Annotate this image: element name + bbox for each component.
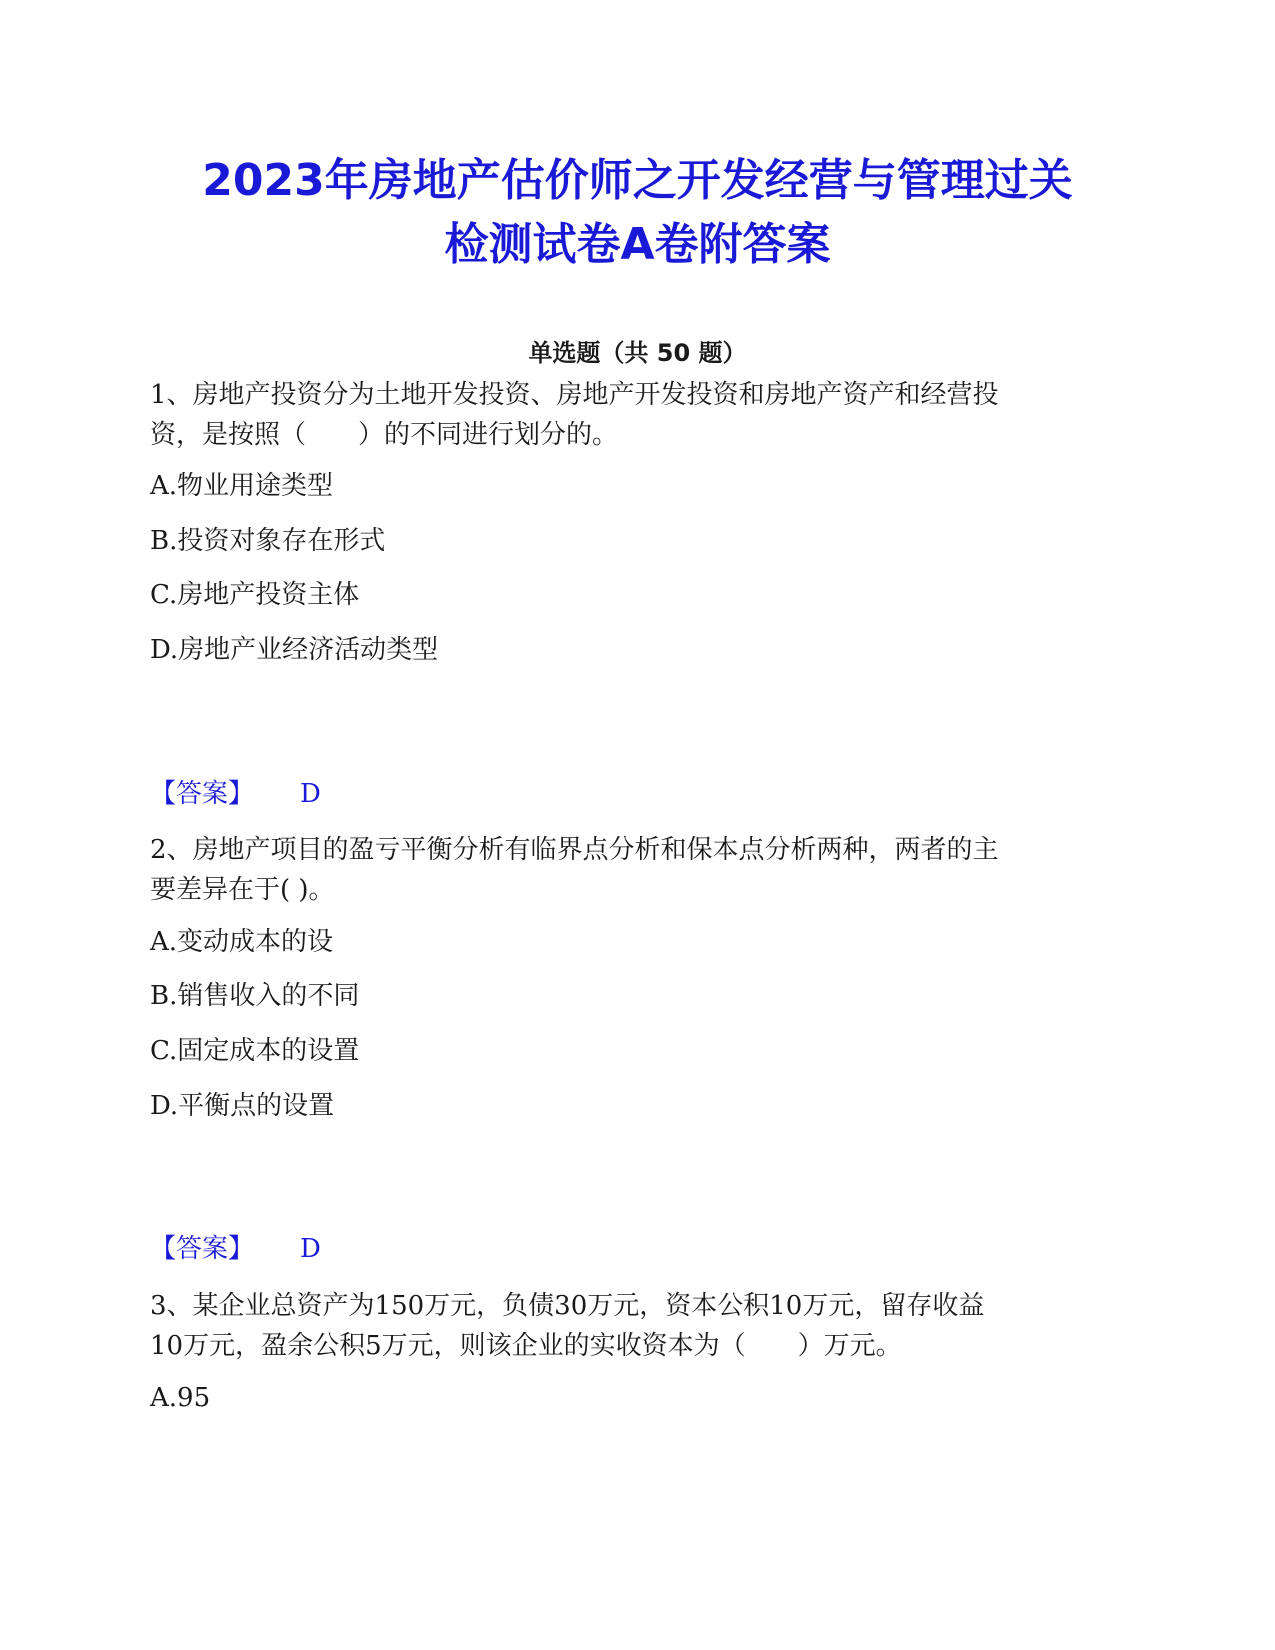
question-2-stem (150, 830, 1110, 910)
question-1-answer (150, 776, 321, 812)
question-3-stem (150, 1286, 1110, 1366)
question-stem-line: 要差异在于( )。 (150, 875, 335, 905)
question-2-option-b: B.销售收入的不同 (150, 981, 360, 1011)
question-1-option-d: D.房地产业经济活动类型 (150, 635, 439, 665)
question-1-option-c: C.房地产投资主体 (150, 580, 360, 610)
question-1-stem (150, 375, 1110, 455)
section-heading: 单选题（共 50 题） (528, 339, 747, 367)
question-3-option-a: A.95 (150, 1383, 211, 1413)
answer-value: D (300, 779, 321, 809)
question-2-option-c: C.固定成本的设置 (150, 1036, 360, 1066)
document-title-line-1: 2023年房地产估价师之开发经营与管理过关 (202, 155, 1073, 206)
answer-label: 【答案】 (150, 1234, 255, 1264)
question-stem-line: 2、房地产项目的盈亏平衡分析有临界点分析和保本点分析两种，两者的主 (150, 835, 999, 865)
question-1-option-b: B.投资对象存在形式 (150, 526, 386, 556)
answer-value: D (300, 1234, 321, 1264)
question-stem-line: 资，是按照（ ）的不同进行划分的。 (150, 420, 619, 450)
question-2-option-d: D.平衡点的设置 (150, 1091, 335, 1121)
question-stem-line: 1、房地产投资分为土地开发投资、房地产开发投资和房地产资产和经营投 (150, 380, 999, 410)
question-stem-line: 3、某企业总资产为150万元，负债30万元，资本公积10万元，留存收益 (150, 1291, 985, 1321)
answer-label: 【答案】 (150, 779, 255, 809)
question-stem-line: 10万元，盈余公积5万元，则该企业的实收资本为（ ）万元。 (150, 1331, 902, 1361)
question-2-option-a: A.变动成本的设 (150, 927, 334, 957)
document-title-line-2: 检测试卷A卷附答案 (444, 219, 831, 270)
question-2-answer (150, 1231, 321, 1267)
question-1-option-a: A.物业用途类型 (150, 471, 334, 501)
